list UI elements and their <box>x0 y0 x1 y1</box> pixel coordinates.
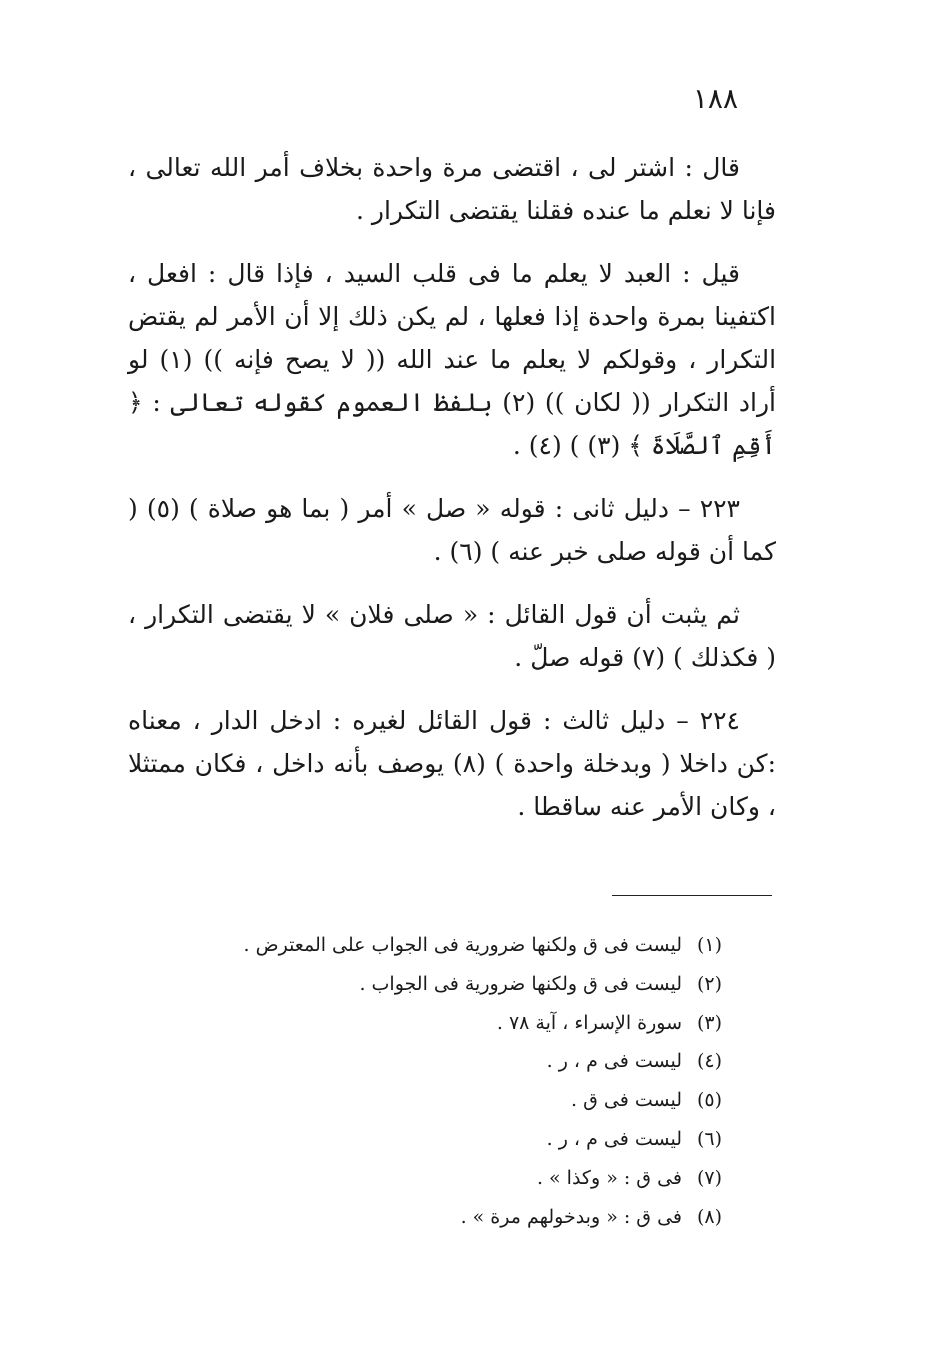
paragraph-1: قال : اشتر لى ، اقتضى مرة واحدة بخلاف أمر الله تعالى ، فإنا لا نعلم ما عنده فقلنا يقتضى التكرار . <box>128 153 776 225</box>
page-number: ١٨٨ <box>692 82 738 115</box>
paragraph-4: ثم يثبت أن قول القائل : « صلى فلان » لا يقتضى التكرار ، ( فكذلك ) (٧) قوله صلّ . <box>128 600 776 672</box>
footnote-number: (٨) <box>696 1205 722 1228</box>
footnote-text: سورة الإسراء ، آية ٧٨ . <box>496 1011 682 1034</box>
footnote-text: فى ق : « وكذا » . <box>536 1166 682 1189</box>
paragraph-3: ٢٢٣ – دليل ثانى : قوله « صل » أمر ( بما هو صلاة ) (٥) ( كما أن قوله صلى خبر عنه ) (٦) . <box>128 494 776 566</box>
footnote-text: فى ق : « وبدخولهم مرة » . <box>460 1205 682 1228</box>
body-text <box>128 146 776 848</box>
footnote-1 <box>222 926 722 965</box>
footnote-divider <box>612 895 772 896</box>
footnote-3 <box>222 1004 722 1043</box>
footnote-number: (٧) <box>696 1166 722 1189</box>
footnote-6 <box>222 1120 722 1159</box>
footnote-number: (٣) <box>696 1011 722 1034</box>
footnote-text: ليست فى م ، ر . <box>546 1050 682 1073</box>
footnote-number: (٦) <box>696 1127 722 1150</box>
footnote-5 <box>222 1081 722 1120</box>
footnote-number: (١) <box>696 934 722 956</box>
footnotes <box>222 926 722 1236</box>
footnote-text: ليست فى ق . <box>571 1089 682 1112</box>
paragraph-5: ٢٢٤ – دليل ثالث : قول القائل لغيره : ادخل الدار ، معناه :كن داخلا ( وبدخلة واحدة ) (٨) يوصف بأنه داخل ، فكان ممتثلا ، وكان الأمر عنه ساقطا . <box>128 706 776 821</box>
footnote-text: ليست فى ق ولكنها ضرورية فى الجواب على المعترض . <box>243 934 682 956</box>
footnote-text: ليست فى م ، ر . <box>546 1127 682 1150</box>
footnote-number: (٤) <box>696 1050 722 1073</box>
footnote-number: (٥) <box>696 1089 722 1112</box>
footnote-2 <box>222 965 722 1004</box>
footnote-7 <box>222 1159 722 1198</box>
footnote-text: ليست فى ق ولكنها ضرورية فى الجواب . <box>359 972 682 995</box>
footnote-4 <box>222 1042 722 1081</box>
paragraph-2: قيل : العبد لا يعلم ما فى قلب السيد ، فإذا قال : افعل ، اكتفينا بمرة واحدة إذا فعلها ، لم يكن ذلك إلا أن الأمر لم يقتض التكرار ، وقولكم لا يعلم ما عند الله (( لا يصح فإنه )) (١) لو أراد التكرار (( لكان )) (٢) بلفظ العموم كقوله تعالى : ﴿ أَقِمِ ٱلصَّلَاةَ ﴾ (٣) ) (٤) . <box>128 259 777 460</box>
footnote-number: (٢) <box>696 972 722 995</box>
footnote-8 <box>222 1198 722 1237</box>
